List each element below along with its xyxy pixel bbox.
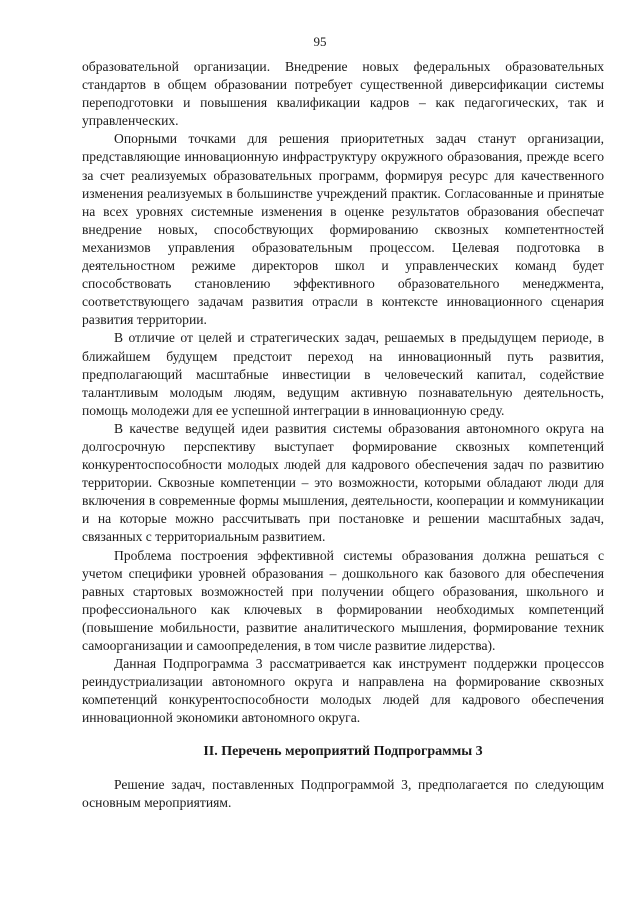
closing-paragraph: Решение задач, поставленных Подпрограммой 3, предполагается по следующим основным мероприятиям. [82, 776, 604, 810]
paragraph-4: В качестве ведущей идеи развития системы образования автономного округа на долгосрочную перспективу выступает формирование сквозных компетенций конкурентоспособности молодых людей для кадрового обеспечения задач по развитию территории. Сквозные компетенции – это возможности, которыми обладают люди для включения в современные формы мышления, деятельности, кооперации и коммуникации и на которые можно рассчитывать при постановке и решении масштабных задач, связанных с территориальным развитием. [82, 420, 604, 545]
section-heading: II. Перечень мероприятий Подпрограммы 3 [203, 744, 483, 760]
page-number: 95 [313, 34, 327, 49]
paragraph-1: образовательной организации. Внедрение новых федеральных образовательных стандартов в общем образовании потребует существенной диверсификации системы переподготовки и повышения квалификации кадров – как педагогических, так и управленческих. [82, 59, 604, 129]
paragraph-5: Проблема построения эффективной системы образования должна решаться с учетом специфики уровней образования – дошкольного как базового для обеспечения равных стартовых возможностей при получении общего образования, школьного и профессионального как ключевых в формировании необходимых компетенций (повышение мобильности, развитие аналитического мышления, формирование техник самоорганизации и самоопределения, в том числе развитие лидерства). [82, 547, 604, 653]
paragraph-2: Опорными точками для решения приоритетных задач станут организации, представляющие инновационную инфраструктуру окружного образования, прежде всего за счет реализуемых образовательных программ, формируя ресурс для качественного изменения реализуемых в большинстве учреждений практик. Согласованные и принятые на всех уровнях системные изменения в оценке результатов образования обеспечат внедрение новых, способствующих формированию сквозных компетентностей механизмов управления образовательным процессом. Целевая подготовка в деятельностном режиме директоров школ и управленческих команд будет способствовать становлению эффективного образовательного менеджмента, соответствующего задачам развития отрасли в контексте инновационного сценария развития территории. [82, 131, 604, 328]
paragraph-3: В отличие от целей и стратегических задач, решаемых в предыдущем периоде, в ближайшем будущем предстоит переход на инновационный путь развития, предполагающий масштабные инвестиции в человеческий капитал, содействие талантливым молодым людям, ведущим активную познавательную деятельность, помощь молодежи для ее успешной интеграции в инновационную среду. [82, 330, 604, 418]
document-body [82, 58, 604, 812]
paragraph-6: Данная Подпрограмма 3 рассматривается как инструмент поддержки процессов реиндустриализации автономного округа и направлена на формирование сквозных компетенций конкурентоспособности молодых людей для кадрового обеспечения инновационной экономики автономного округа. [82, 656, 604, 726]
